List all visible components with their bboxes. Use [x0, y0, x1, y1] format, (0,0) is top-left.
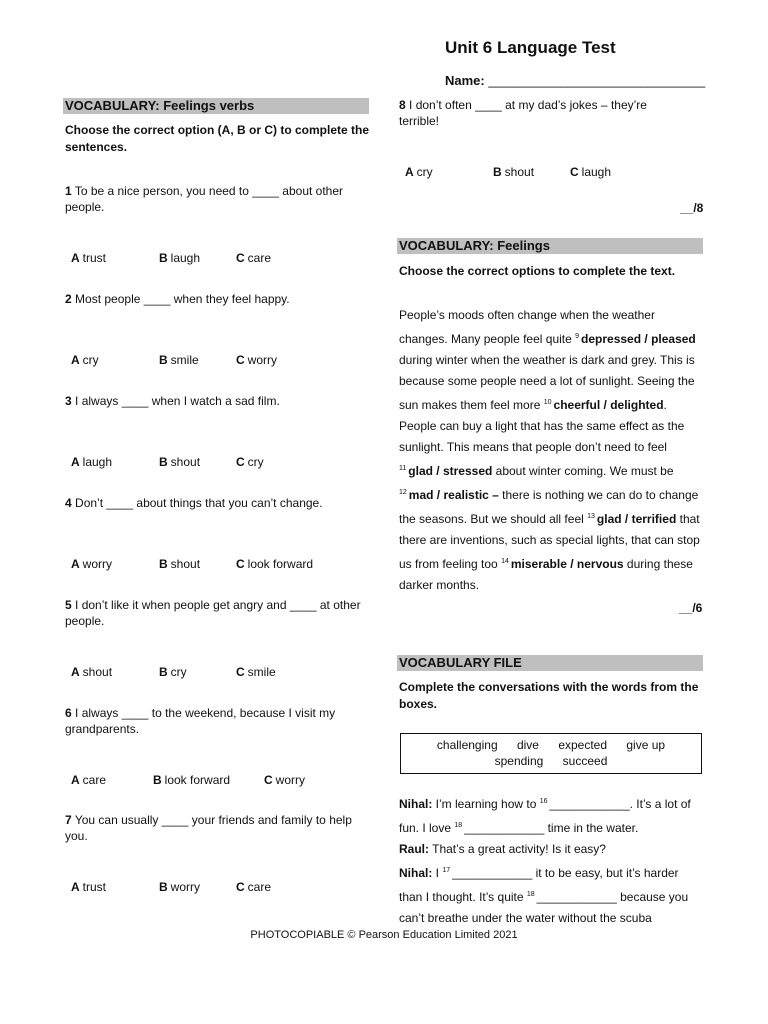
section-heading-feelings: VOCABULARY: Feelings — [397, 238, 703, 254]
option-2c[interactable]: C worry — [236, 353, 278, 367]
name-label: Name: — [445, 73, 485, 88]
question-1: 1 To be a nice person, you need to ____ about other people. — [65, 184, 344, 214]
conversation-line-1: Nihal: I’m learning how to $^{16}$ ____________. It’s a lot of fun. I love $^{18}$ ____________ time in the water. — [399, 797, 691, 835]
option-4c[interactable]: C look forward — [236, 557, 314, 571]
word-option: dive — [516, 738, 539, 752]
word-option: succeed — [562, 754, 608, 768]
option-7b[interactable]: B worry — [159, 880, 201, 894]
option-1a[interactable]: A trust — [71, 251, 107, 265]
page-title: Unit 6 Language Test — [445, 38, 616, 57]
option-5b[interactable]: B cry — [159, 665, 187, 679]
option-3b[interactable]: B shout — [159, 455, 201, 469]
section-heading-feelings-verbs: VOCABULARY: Feelings verbs — [63, 98, 369, 114]
choice-9[interactable]: depressed / pleased — [581, 332, 696, 346]
option-7c[interactable]: C care — [236, 880, 272, 894]
option-3c[interactable]: C cry — [236, 455, 264, 469]
section2-instruction: Choose the correct options to complete the text. — [399, 264, 676, 278]
option-6a[interactable]: A care — [71, 773, 107, 787]
choice-10[interactable]: cheerful / delighted — [553, 398, 664, 412]
question-8: 8 I don’t often ____ at my dad’s jokes – they’re terrible! — [399, 98, 647, 128]
question-7: 7 You can usually ____ your friends and family to help you. — [65, 813, 352, 843]
option-1c[interactable]: C care — [236, 251, 272, 265]
option-6c[interactable]: C worry — [264, 773, 306, 787]
option-4b[interactable]: B shout — [159, 557, 201, 571]
blank-16[interactable]: ____________ — [549, 797, 630, 811]
choice-14[interactable]: miserable / nervous — [510, 557, 624, 571]
choice-13[interactable]: glad / terrified — [596, 512, 677, 526]
blank-17[interactable]: ____________ — [452, 866, 533, 880]
option-3a[interactable]: A laugh — [71, 455, 113, 469]
section2-score: __/6 — [679, 601, 703, 615]
word-box — [400, 733, 702, 774]
footer-copyright: PHOTOCOPIABLE © Pearson Education Limited 2021 — [250, 929, 518, 941]
feelings-text-passage: People’s moods often change when the weather changes. Many people feel quite $^9$ depressed / pleased during winter when the weather is dark and grey. This is because some people need a lot of sunlight. Seeing the sun makes them feel more $^{10}$ cheerful / delighted. People can buy a light that has the same effect as the sunlight. This means that people don’t need to feel $^{11}$ glad / stressed about winter coming. We must be $^{12}$ mad / realistic – there is nothing we can do to change the seasons. But we should all feel $^{13}$ glad / terrified that there are inventions, such as special lights, that can stop us from feeling too $^{14}$ miserable / nervous during these darker months. — [399, 308, 700, 592]
conversation-line-2: Raul: That’s a great activity! Is it easy? — [399, 842, 606, 856]
option-5a[interactable]: A shout — [71, 665, 113, 679]
choice-12[interactable]: mad / realistic – — [408, 488, 499, 502]
option-6b[interactable]: B look forward — [153, 773, 231, 787]
blank-18a[interactable]: ____________ — [464, 821, 545, 835]
option-8b[interactable]: B shout — [493, 165, 535, 179]
option-7a[interactable]: A trust — [71, 880, 107, 894]
question-4: 4 Don’t ____ about things that you can’t change. — [65, 496, 323, 510]
name-blank: ______________________________ — [488, 73, 706, 88]
blank-18b[interactable]: ____________ — [536, 890, 617, 904]
section1-instruction: Choose the correct option (A, B or C) to complete the sentences. — [65, 123, 370, 154]
section-heading-vocabulary-file: VOCABULARY FILE — [397, 655, 703, 671]
word-option: challenging — [436, 738, 498, 752]
option-1b[interactable]: B laugh — [159, 251, 201, 265]
conversation — [399, 791, 704, 929]
question-3: 3 I always ____ when I watch a sad film. — [65, 394, 280, 408]
section3-instruction: Complete the conversations with the words from the boxes. — [399, 680, 699, 711]
option-8c[interactable]: C laugh — [570, 165, 612, 179]
word-option: give up — [626, 738, 666, 752]
option-5c[interactable]: C smile — [236, 665, 276, 679]
option-2a[interactable]: A cry — [71, 353, 99, 367]
section1-score: __/8 — [680, 201, 704, 215]
choice-11[interactable]: glad / stressed — [408, 464, 493, 478]
option-8a[interactable]: A cry — [405, 165, 433, 179]
question-6: 6 I always ____ to the weekend, because I visit my grandparents. — [65, 706, 336, 736]
conversation-line-3: Nihal: I $^{17}$ ____________ it to be easy, but it’s harder than I thought. It’s quite $^{18}$ ____________ because you can’t breathe under the water without the scuba — [399, 866, 689, 925]
word-option: spending — [494, 754, 544, 768]
name-field[interactable] — [445, 73, 705, 88]
question-2: 2 Most people ____ when they feel happy. — [65, 292, 290, 306]
question-5: 5 I don’t like it when people get angry and ____ at other people. — [65, 598, 361, 628]
option-2b[interactable]: B smile — [159, 353, 199, 367]
word-option: expected — [558, 738, 608, 752]
option-4a[interactable]: A worry — [71, 557, 113, 571]
